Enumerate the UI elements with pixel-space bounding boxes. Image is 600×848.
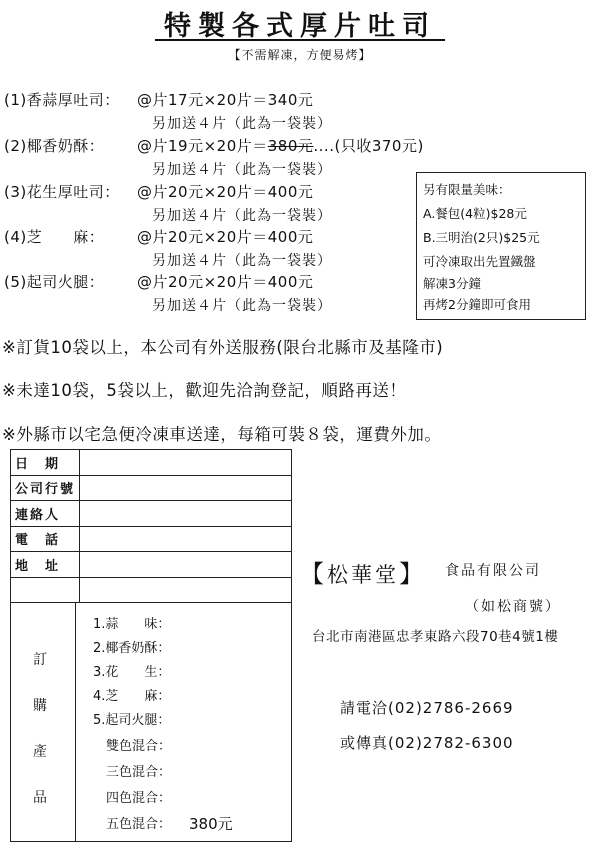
company-name-text: 松華堂: [327, 563, 399, 587]
item-name: 芝 麻：: [26, 228, 105, 246]
product-item: [4, 226, 104, 247]
item-price: @片20元×20片＝400元: [137, 183, 314, 201]
order-line[interactable]: [93, 709, 170, 728]
order-divider: [75, 603, 76, 841]
form-row-phone: [11, 526, 292, 552]
item-name: 起司火腿：: [26, 273, 105, 291]
notice-delivery: ※訂貨10袋以上，本公司有外送服務(限台北縣市及基隆市): [2, 338, 444, 357]
item-price: @片20元×20片＝400元: [137, 228, 314, 246]
form-label: 電 話: [11, 526, 80, 552]
phone-field[interactable]: [80, 526, 292, 552]
page-title: 特製各式厚片吐司: [164, 11, 436, 42]
item-price-struck: 380元: [267, 137, 314, 155]
order-line-label: 4.芝 麻：: [93, 689, 171, 704]
product-item: [4, 135, 104, 156]
notice-minimum: ※未達10袋，5袋以上，歡迎先洽詢登記，順路再送！: [2, 381, 407, 400]
blank-field[interactable]: [80, 577, 292, 603]
order-line-label: 3.花 生：: [93, 665, 171, 680]
form-label: 公司行號: [11, 475, 80, 501]
fax-number: (02)2782-6300: [388, 734, 514, 752]
order-line-label: 三色混合：: [93, 765, 172, 780]
item-bonus: 另加送４片（此為一袋裝）: [152, 253, 332, 269]
item-number: (1): [4, 91, 27, 109]
fax-label: 或傳真: [340, 734, 389, 752]
item-name: 花生厚吐司：: [26, 183, 120, 201]
order-line[interactable]: [93, 637, 170, 656]
order-label-char: 訂: [33, 652, 47, 668]
product-item: [4, 181, 120, 202]
sidebox-line: A.餐包(4粒)$28元: [423, 206, 527, 221]
item-number: (2): [4, 137, 27, 155]
order-line-label: 1.蒜 味：: [93, 617, 171, 632]
order-line-label: 四色混合：: [93, 791, 172, 806]
form-label-blank: [11, 577, 80, 603]
company-alias: （如松商號）: [465, 599, 561, 615]
order-label-char: 品: [33, 790, 47, 806]
order-products-box: [10, 602, 292, 842]
order-label-char: 產: [33, 744, 47, 760]
item-bonus: 另加送４片（此為一袋裝）: [152, 162, 332, 178]
phone-number: (02)2786-2669: [388, 699, 514, 717]
item-name: 椰香奶酥：: [26, 137, 105, 155]
sidebox-heading: 另有限量美味：: [423, 182, 511, 197]
company-suffix: 食品有限公司: [445, 563, 541, 579]
item-name: 香蒜厚吐司：: [26, 91, 120, 109]
form-label: 連絡人: [11, 501, 80, 527]
item-bonus: 另加送４片（此為一袋裝）: [152, 116, 332, 132]
product-item: [4, 271, 104, 292]
title-underline: [155, 39, 445, 41]
sidebox-line: B.三明治(2只)$25元: [423, 230, 540, 245]
order-line-label: 5.起司火腿：: [93, 713, 171, 728]
item-price-unit: @片19元×20片＝: [137, 137, 268, 155]
date-field[interactable]: [80, 450, 292, 476]
sidebox-line: 可冷凍取出先置鐵盤: [423, 254, 536, 269]
order-line[interactable]: [93, 735, 171, 754]
customer-info-table: [10, 449, 292, 603]
form-row-contact: [11, 501, 292, 527]
address-field[interactable]: [80, 552, 292, 578]
form-row-blank: [11, 577, 292, 603]
item-price: [137, 135, 424, 156]
order-line[interactable]: [93, 787, 171, 806]
phone-line: [340, 697, 514, 718]
item-number: (5): [4, 273, 27, 291]
order-line[interactable]: [93, 685, 170, 704]
order-line-value: 380元: [189, 815, 233, 833]
company-address: 台北市南港區忠孝東路六段70巷4號1樓: [312, 629, 559, 645]
item-price-discount: ....(只收370元): [313, 137, 424, 155]
order-line-label: 2.椰香奶酥：: [93, 641, 171, 656]
sidebox-line: 解凍3分鐘: [423, 276, 481, 291]
form-row-company: [11, 475, 292, 501]
item-price: @片20元×20片＝400元: [137, 273, 314, 291]
form-row-date: [11, 450, 292, 476]
order-line[interactable]: [93, 613, 170, 632]
form-row-address: [11, 552, 292, 578]
phone-label: 請電洽: [340, 699, 389, 717]
item-price: @片17元×20片＝340元: [137, 91, 314, 109]
fax-line: [340, 732, 514, 753]
order-line[interactable]: [93, 661, 170, 680]
company-field[interactable]: [80, 475, 292, 501]
order-line[interactable]: [93, 813, 233, 833]
order-line-label: 五色混合：: [93, 817, 172, 832]
company-name: 【松華堂】: [300, 560, 426, 588]
sidebox-line: 再烤2分鐘即可食用: [423, 297, 531, 312]
item-bonus: 另加送４片（此為一袋裝）: [152, 298, 332, 314]
item-number: (4): [4, 228, 27, 246]
contact-field[interactable]: [80, 501, 292, 527]
product-item: [4, 89, 120, 110]
form-label: 日 期: [11, 450, 80, 476]
form-label: 地 址: [11, 552, 80, 578]
item-number: (3): [4, 183, 27, 201]
order-label-char: 購: [33, 698, 47, 714]
notice-shipping: ※外縣市以宅急便冷凍車送達，每箱可裝８袋，運費外加。: [2, 425, 442, 444]
order-line-label: 雙色混合：: [93, 739, 172, 754]
item-bonus: 另加送４片（此為一袋裝）: [152, 208, 332, 224]
order-line[interactable]: [93, 761, 171, 780]
subtitle: 【不需解凍，方便易烤】: [228, 48, 372, 62]
limited-items-box: [416, 172, 586, 320]
